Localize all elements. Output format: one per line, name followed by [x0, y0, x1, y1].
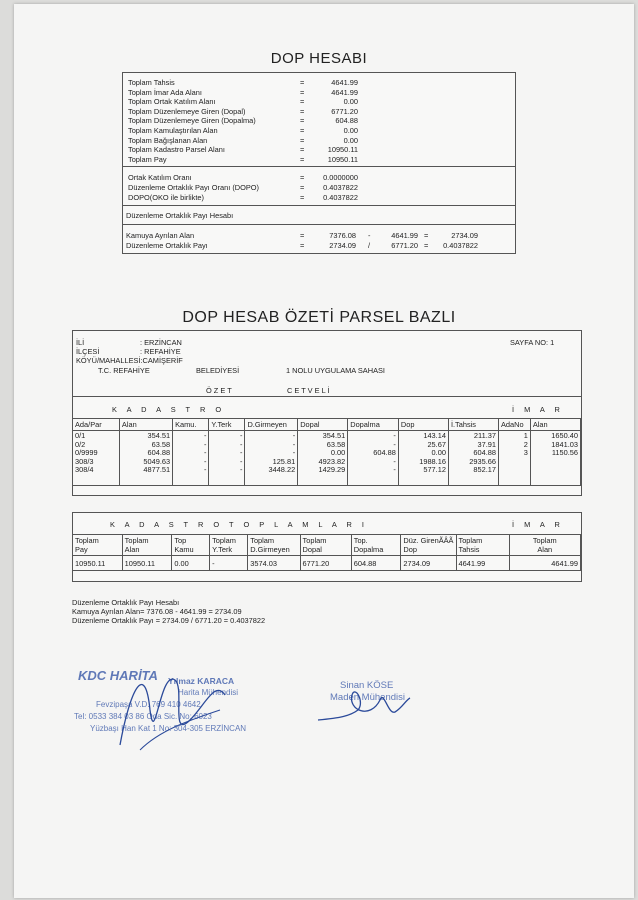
table-column-cell [348, 431, 399, 486]
totals-column-header [509, 535, 580, 556]
table-cell: 2935.66 [469, 456, 496, 466]
summary-row-value: 0.00 [343, 126, 358, 135]
stamp-right-title: Maden Mühendisi [330, 692, 405, 703]
table-cell: - [292, 448, 296, 458]
summary-row-value: 4641.99 [331, 78, 358, 87]
summary-row-value: 0.00 [343, 97, 358, 107]
totals-label: K A D A S T R O T O P L A M L A R I [110, 520, 368, 529]
koy-label: KÖYÜ/MAHALLESİ:CAMİŞERİF [76, 356, 183, 365]
totals-header-line: Toplam [124, 536, 149, 545]
table-cell: 1650.40 [551, 431, 578, 440]
table-cell: 1988.16 [419, 456, 446, 466]
calc-label: Kamuya Ayrılan Alan [126, 231, 195, 240]
calc-eq2: = [424, 231, 429, 240]
summary-row-value: 0.00 [343, 135, 358, 145]
table-cell: 577.12 [423, 465, 446, 475]
totals-header-line: Dopal [302, 545, 322, 554]
totals-header-line: Pay [75, 545, 88, 554]
calc-op: / [368, 240, 371, 250]
table-cell: - [203, 448, 207, 458]
column-header: Alan [530, 419, 580, 431]
column-header: Y.Terk [209, 419, 245, 431]
totals-cell: 0.00 [172, 556, 210, 571]
table-column-cell [530, 431, 580, 486]
table-column-cell [209, 431, 245, 486]
summary-row-eq: = [300, 78, 305, 87]
table-cell: 63.58 [326, 439, 346, 449]
calc-b: 4641.99 [391, 231, 418, 240]
table-cell: - [239, 465, 243, 475]
table-column-cell [398, 431, 448, 486]
summary-row-label: Toplam Ortak Katılım Alanı [128, 97, 216, 107]
totals-header-line: Y.Terk [212, 545, 233, 554]
footer-line1: Kamuya Ayrılan Alan= 7376.08 - 4641.99 = 2734.09 [72, 607, 242, 616]
table-cell: - [292, 439, 296, 449]
table-cell: 3 [523, 448, 528, 458]
table-cell [533, 458, 578, 467]
table-column-cell [298, 431, 348, 486]
totals-header-row [73, 535, 581, 556]
parcel-table [72, 418, 581, 486]
ratio-row-eq: = [300, 183, 305, 192]
divider [122, 166, 515, 167]
summary-row-value: 604.88 [335, 116, 358, 126]
totals-cell: 10950.11 [122, 556, 172, 571]
table-cell: 0.00 [431, 448, 446, 458]
table-cell [533, 466, 578, 475]
table-cell: 63.58 [151, 439, 171, 449]
totals-header-line: Tahsis [458, 545, 480, 554]
table-cell: - [203, 465, 207, 475]
table-cell: 1841.03 [551, 439, 578, 449]
divider [122, 205, 515, 206]
summary-row-label: Toplam Kadastro Parsel Alanı [128, 145, 225, 155]
summary-row-value: 10950.11 [327, 154, 358, 164]
stamp-company: KDC HARİTA [78, 668, 158, 683]
totals-header-line: Toplam [532, 536, 557, 545]
table-header-row [73, 419, 581, 431]
table-cell: 604.88 [473, 448, 496, 458]
summary-row-label: Toplam Kamulaştırılan Alan [128, 126, 218, 135]
totals-header-line: Top. [353, 536, 368, 545]
totals-header-line: Dop [403, 545, 417, 554]
calc-eq: = [300, 240, 305, 250]
table-cell: 3448.22 [268, 465, 296, 475]
table-cell: 1 [523, 431, 528, 440]
table-cell: 0.00 [330, 448, 346, 458]
table-cell: 2 [523, 439, 528, 449]
totals-cell: 3574.03 [248, 556, 300, 571]
summary-row-eq: = [300, 97, 305, 107]
nolu-label: 1 NOLU UYGULAMA SAHASI [286, 366, 385, 375]
stamp-name: Yılmaz KARACA [168, 676, 235, 686]
table-cell: 143.14 [423, 431, 446, 440]
totals-column-header [248, 535, 300, 556]
summary-row-label: Toplam Bağışlanan Alan [128, 135, 208, 145]
table-cell [501, 466, 528, 475]
table-cell: - [292, 431, 296, 440]
totals-column-header [73, 535, 123, 556]
stamp-right-name: Sinan KÖSE [340, 680, 394, 691]
totals-column-header [300, 535, 351, 556]
summary-row-value: 6771.20 [331, 106, 358, 116]
summary-row-value: 4641.99 [331, 87, 358, 97]
totals-imar-label: İ M A R [512, 520, 564, 529]
table-cell: 1150.56 [551, 448, 578, 458]
summary-row-eq: = [300, 135, 305, 145]
table-cell: 4877.51 [143, 465, 171, 475]
ratio-row-label: DOPO(OKO ile birlikte) [128, 193, 204, 202]
calc-b: 6771.20 [391, 240, 418, 250]
il-value: : ERZİNCAN [140, 338, 182, 347]
imar-label: İ M A R [512, 405, 564, 414]
parcel-summary-title: DOP HESAB ÖZETİ PARSEL BAZLI [182, 309, 456, 326]
totals-cell: - [210, 556, 248, 571]
stamp-address: Fevzipaşa V.D. 769 410 4642 [96, 700, 201, 709]
table-cell: 0/9999 [75, 448, 98, 458]
column-header: AdaNo [498, 419, 530, 431]
table-cell: - [239, 431, 243, 440]
totals-header-line: Toplam [250, 536, 275, 545]
table-cell: - [239, 439, 243, 449]
totals-row [73, 556, 581, 571]
divider [122, 224, 515, 225]
calc-a: 2734.09 [329, 240, 356, 250]
summary-row-eq: = [300, 87, 305, 97]
totals-cell: 604.88 [351, 556, 401, 571]
table-column-cell [173, 431, 209, 486]
table-cell: 308/4 [75, 465, 94, 475]
calc-eq: = [300, 231, 305, 240]
table-cell: - [203, 439, 207, 449]
table-cell: - [393, 439, 396, 449]
dop-calc-title: Düzenleme Ortaklık Payı Hesabı [126, 211, 234, 220]
summary-row-eq: = [300, 154, 305, 164]
totals-header-line: Alan [537, 545, 553, 554]
ratio-row-value: 0.4037822 [323, 183, 358, 192]
belediye-label: BELEDİYESİ [196, 366, 240, 375]
summary-row-value: 10950.11 [327, 145, 358, 155]
calc-op: - [368, 231, 371, 240]
column-header: D.Girmeyen [245, 419, 298, 431]
table-cell: - [239, 448, 243, 458]
ratio-row-label: Ortak Katılım Oranı [128, 173, 192, 182]
totals-table [72, 534, 581, 571]
table-cell: 1429.29 [318, 465, 346, 475]
calc-c: 0.4037822 [443, 240, 478, 250]
summary-row-eq: = [300, 106, 305, 116]
totals-header-line: Toplam [458, 536, 483, 545]
column-header: Ada/Par [73, 419, 120, 431]
ratio-row-value: 0.0000000 [323, 173, 358, 182]
totals-column-header [122, 535, 172, 556]
totals-header-line: Alan [124, 545, 140, 554]
table-cell: - [239, 456, 243, 466]
table-cell: - [203, 431, 207, 440]
table-cell: 604.88 [373, 448, 396, 458]
dop-title: DOP HESABI [270, 50, 368, 67]
table-cell: - [393, 456, 396, 466]
table-cell: - [393, 431, 396, 440]
summary-row-eq: = [300, 116, 305, 126]
table-cell: 25.67 [427, 439, 446, 449]
footer-title: Düzenleme Ortaklık Payı Hesabı [72, 598, 180, 607]
ratio-row-value: 0.4037822 [323, 193, 358, 202]
column-header: Dop [398, 419, 448, 431]
table-column-cell [448, 431, 498, 486]
totals-column-header [210, 535, 248, 556]
table-row [73, 431, 581, 486]
totals-column-header [172, 535, 210, 556]
column-header: Dopalma [348, 419, 399, 431]
table-cell: 0/2 [75, 439, 86, 449]
table-column-cell [245, 431, 298, 486]
footer-line2: Düzenleme Ortaklık Payı = 2734.09 / 6771.20 = 0.4037822 [72, 616, 266, 625]
kadastro-label: K A D A S T R O [112, 405, 226, 414]
table-cell: 852.17 [473, 465, 496, 475]
table-cell: 4923.82 [318, 456, 346, 466]
calc-a: 7376.08 [329, 231, 356, 240]
ratio-row-label: Düzenleme Ortaklık Payı Oranı (DOPO) [128, 183, 260, 192]
stamp-title: Harita Mühendisi [178, 688, 239, 697]
totals-cell: 6771.20 [300, 556, 351, 571]
summary-row-label: Toplam İmar Ada Alanı [128, 87, 202, 97]
ilce-value: : REFAHİYE [140, 347, 181, 356]
totals-header-line: Top [174, 536, 187, 545]
summary-row-label: Toplam Düzenlemeye Giren (Dopalma) [128, 116, 256, 126]
totals-cell: 4641.99 [456, 556, 509, 571]
signature-right [310, 680, 420, 730]
table-cell [501, 458, 528, 467]
totals-header-line: D.Girmeyen [250, 545, 290, 554]
totals-cell: 4641.99 [509, 556, 580, 571]
table-cell: 0/1 [75, 431, 86, 440]
table-cell: 5049.63 [143, 456, 171, 466]
ozet-label: Ö Z E T [206, 386, 232, 395]
page-number: SAYFA NO: 1 [510, 338, 555, 347]
table-cell: - [203, 456, 207, 466]
table-column-cell [73, 431, 120, 486]
totals-header-line: Düz. GirenÃÂÃ [403, 536, 454, 545]
table-cell: - [393, 465, 396, 475]
stamp-address2: Yüzbaşı Han Kat 1 No: 304-305 ERZİNCAN [90, 724, 247, 733]
il-label: İLİ [76, 338, 85, 347]
table-cell: 604.88 [147, 448, 171, 458]
signature-left [100, 650, 240, 760]
table-column-cell [498, 431, 530, 486]
table-cell: 125.81 [272, 456, 296, 466]
table-cell: 354.51 [322, 431, 346, 440]
totals-header-line: Toplam [302, 536, 327, 545]
totals-column-header [456, 535, 509, 556]
calc-eq2: = [424, 240, 429, 250]
tc-label: T.C. REFAHİYE [98, 366, 150, 375]
summary-row-eq: = [300, 145, 305, 155]
summary-row-label: Toplam Tahsis [128, 78, 175, 87]
column-header: Alan [119, 419, 172, 431]
stamp-phone: Tel: 0533 384 03 86 Oda Sic. No: 6023 [74, 712, 212, 721]
column-header: Dopal [298, 419, 348, 431]
totals-header-line: Dopalma [353, 545, 384, 554]
totals-header-line: Toplam [75, 536, 99, 545]
summary-row-eq: = [300, 126, 305, 135]
table-cell: 308/3 [75, 456, 94, 466]
totals-column-header [351, 535, 401, 556]
ilce-label: İLÇESİ [76, 347, 100, 356]
summary-row-label: Toplam Düzenlemeye Giren (Dopal) [128, 106, 246, 116]
table-column-cell [119, 431, 172, 486]
totals-cell: 2734.09 [401, 556, 456, 571]
calc-c: 2734.09 [451, 231, 478, 240]
totals-cell: 10950.11 [73, 556, 123, 571]
cetvel-label: C E T V E L İ [287, 386, 330, 395]
column-header: Kamu. [173, 419, 209, 431]
calc-label: Düzenleme Ortaklık Payı [126, 240, 208, 250]
column-header: İ.Tahsis [448, 419, 498, 431]
totals-header-line: Toplam [212, 536, 236, 545]
totals-header-line: Kamu [174, 545, 194, 554]
summary-row-label: Toplam Pay [128, 154, 167, 164]
ratio-row-eq: = [300, 173, 305, 182]
table-cell: 37.91 [477, 439, 496, 449]
totals-column-header [401, 535, 456, 556]
table-cell: 354.51 [147, 431, 171, 440]
ratio-row-eq: = [300, 193, 305, 202]
table-cell: 211.37 [473, 431, 496, 440]
